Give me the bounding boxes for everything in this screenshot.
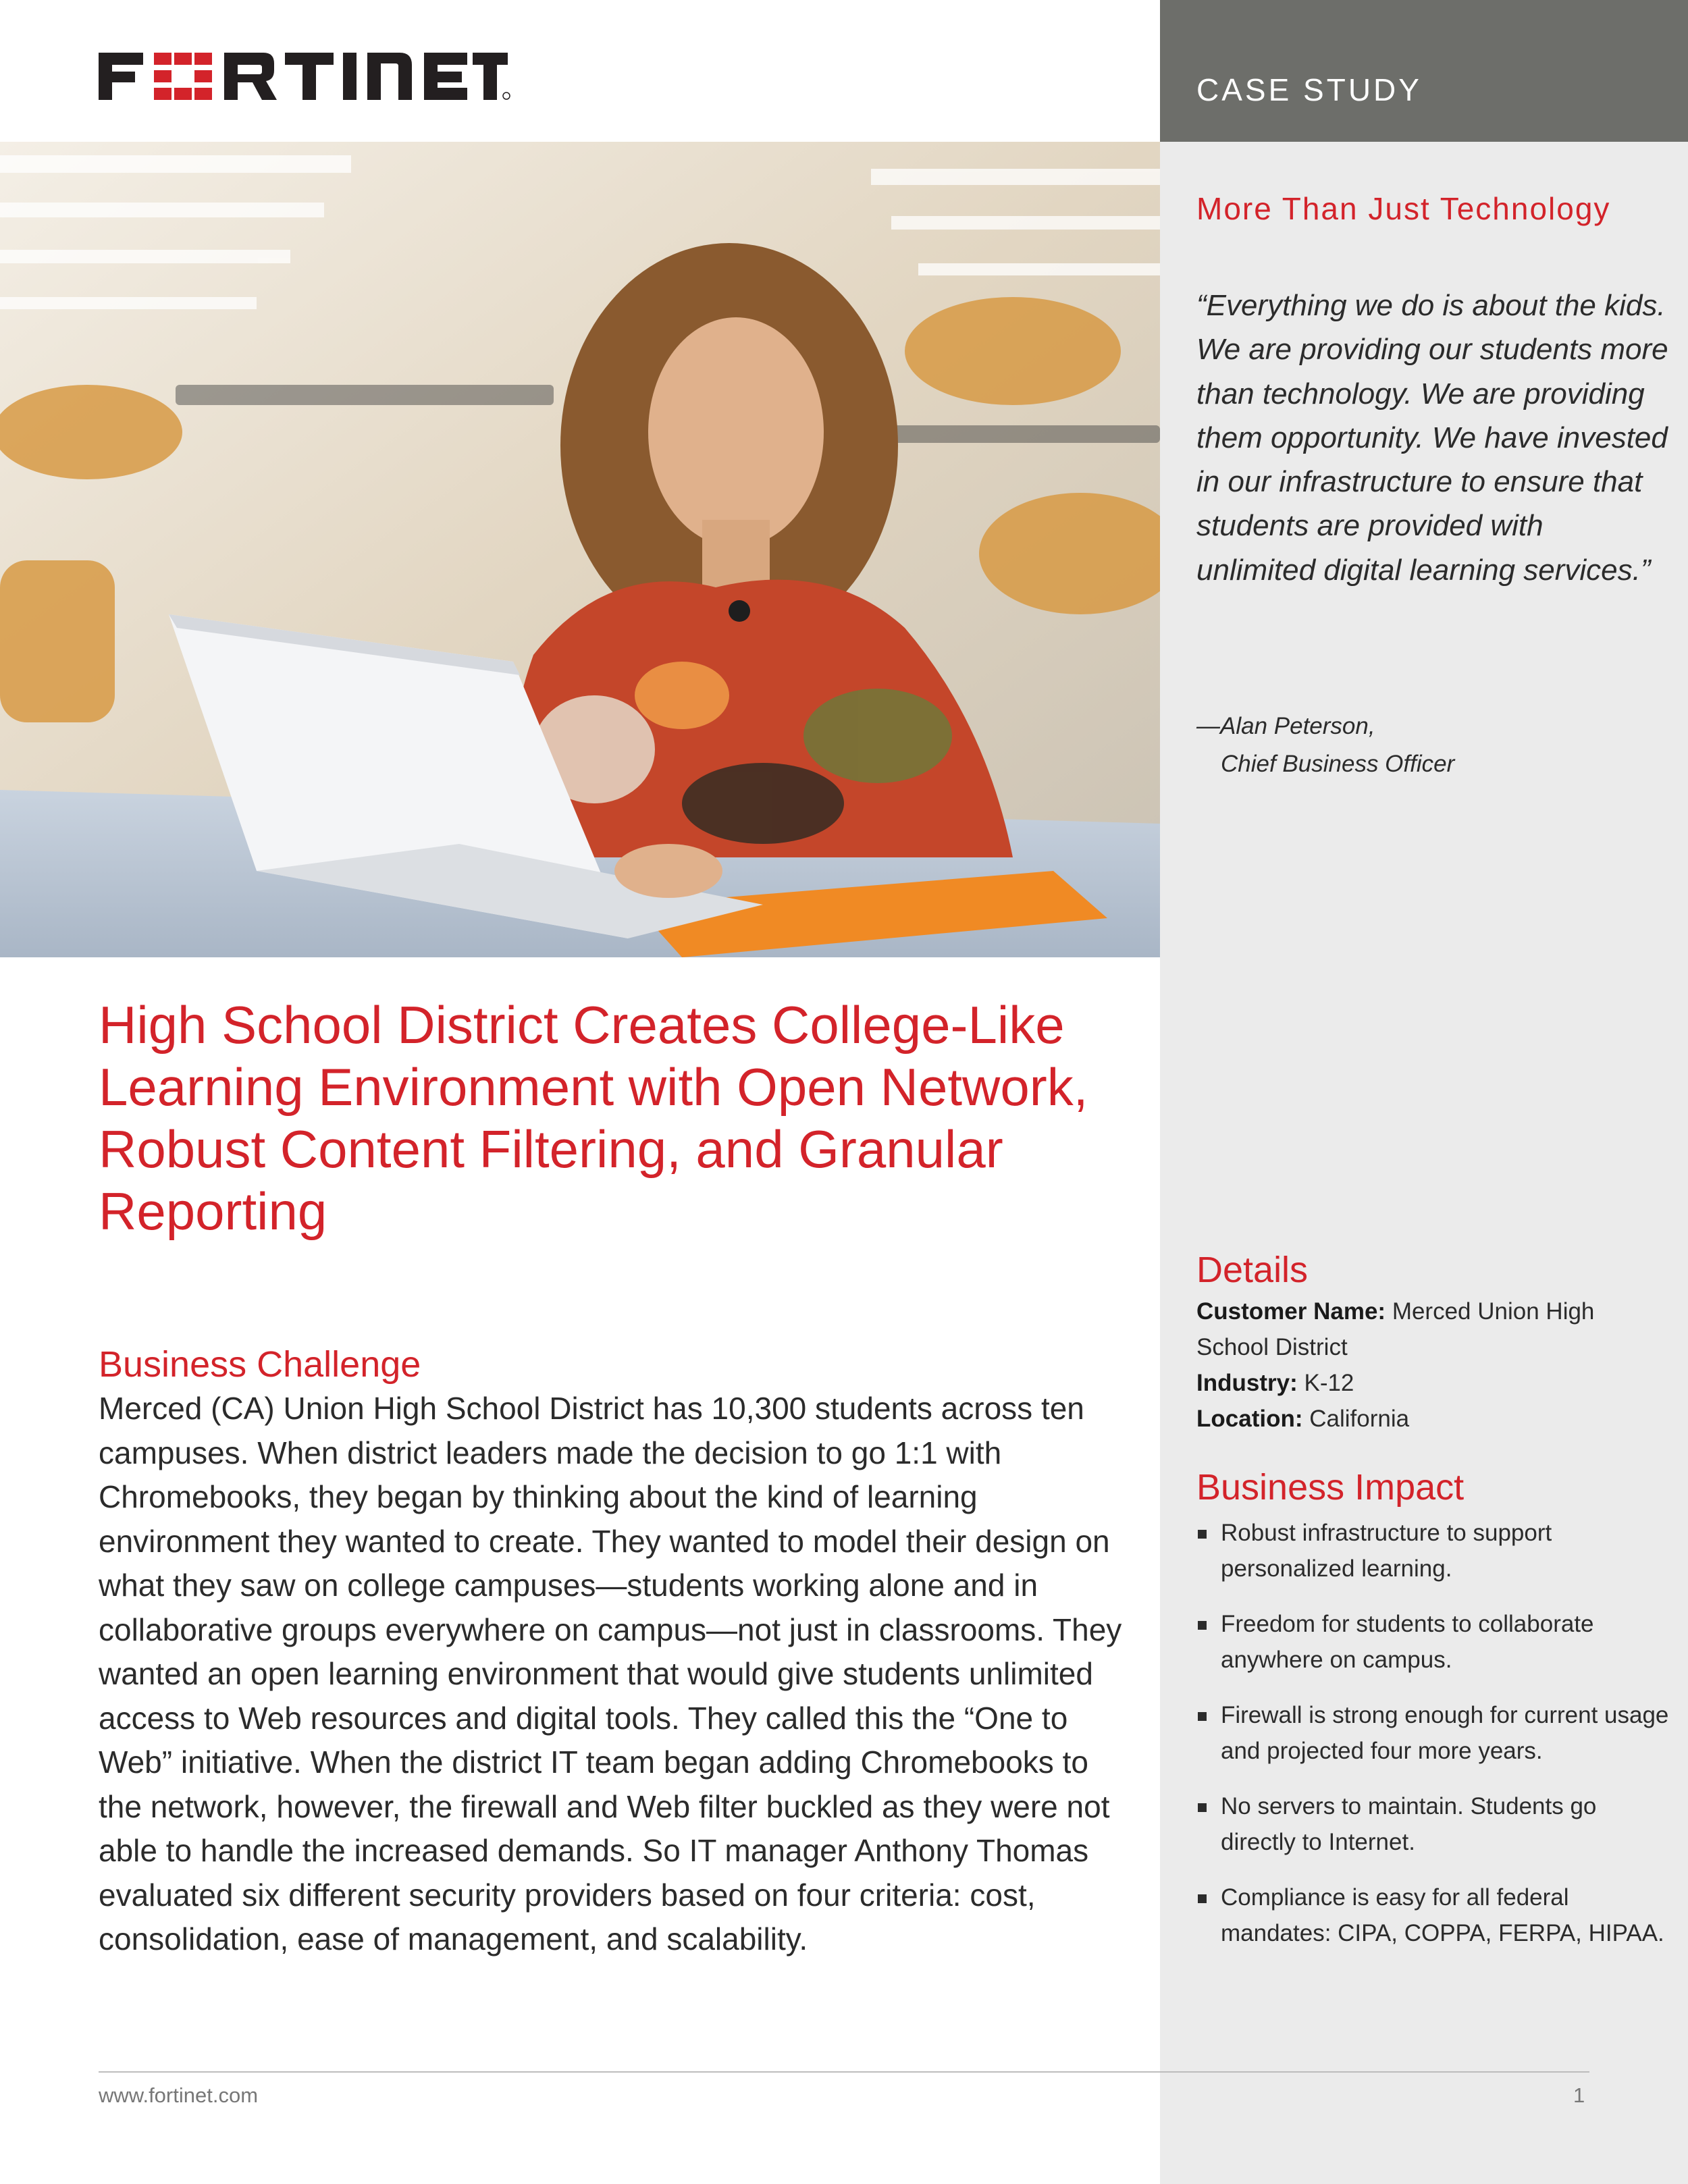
- customer-value: Merced Union High School District: [1196, 1298, 1595, 1360]
- industry-row: [1196, 1365, 1669, 1401]
- location-value: California: [1309, 1406, 1410, 1432]
- customer-label: Customer Name:: [1196, 1298, 1386, 1325]
- quote-text: “Everything we do is about the kids. We are providing our students more than technology. We are providing them opportunity. We have invested in our infrastructure to ensure that students are provided with unlimited digital learning services.”: [1196, 289, 1668, 587]
- business-impact-title: Business Impact: [1196, 1467, 1465, 1508]
- impact-item: Firewall is strong enough for current usage and projected four more years.: [1196, 1697, 1676, 1769]
- attribution-role: Chief Business Officer: [1221, 751, 1455, 777]
- details-block: [1196, 1294, 1669, 1437]
- industry-label: Industry:: [1196, 1370, 1298, 1396]
- impact-item: Compliance is easy for all federal mandates: CIPA, COPPA, FERPA, HIPAA.: [1196, 1880, 1676, 1951]
- impact-item: Robust infrastructure to support personalized learning.: [1196, 1515, 1676, 1587]
- details-title: Details: [1196, 1250, 1309, 1290]
- impact-item: Freedom for students to collaborate anywhere on campus.: [1196, 1606, 1676, 1678]
- student-laptop-photo: [0, 142, 1160, 957]
- case-study-label: CASE STUDY: [1196, 72, 1422, 107]
- impact-item: No servers to maintain. Students go directly to Internet.: [1196, 1788, 1676, 1860]
- sidebar-header-band: [1160, 0, 1688, 142]
- footer-divider: [99, 2071, 1589, 2073]
- business-challenge-body: Merced (CA) Union High School District has 10,300 students across ten campuses. When district leaders made the decision to go 1:1 with Chromebooks, they began by thinking about the kind of learning environment they wanted to create. They wanted to model their design on what they saw on college campuses—students working alone and in collaborative groups everywhere on campus—not just in classrooms. They wanted an open learning environment that would give students unlimited access to Web resources and digital tools. They called this the “One to Web” initiative. When the district IT team began adding Chromebooks to the network, however, the firewall and Web filter buckled as they were not able to handle the increased demands. So IT manager Anthony Thomas evaluated six different security providers based on four criteria: cost, consolidation, ease of management, and scalability.: [99, 1391, 1122, 1956]
- attribution-name: —Alan Peterson,: [1196, 713, 1375, 739]
- footer-website-link[interactable]: www.fortinet.com: [99, 2083, 259, 2107]
- business-challenge-title: Business Challenge: [99, 1344, 421, 1385]
- customer-row: [1196, 1294, 1669, 1365]
- business-impact-list: [1196, 1515, 1676, 1971]
- industry-value: K-12: [1304, 1370, 1354, 1396]
- quote-title: More Than Just Technology: [1196, 191, 1611, 226]
- location-row: [1196, 1401, 1669, 1437]
- fortinet-logo: [99, 51, 510, 103]
- location-label: Location:: [1196, 1406, 1303, 1432]
- quote-attribution: [1196, 708, 1454, 783]
- page-headline: High School District Creates College-Like Learning Environment with Open Network, Robust Content Filtering, and Granular Reporting: [99, 995, 1088, 1241]
- page-number: 1: [1573, 2083, 1585, 2107]
